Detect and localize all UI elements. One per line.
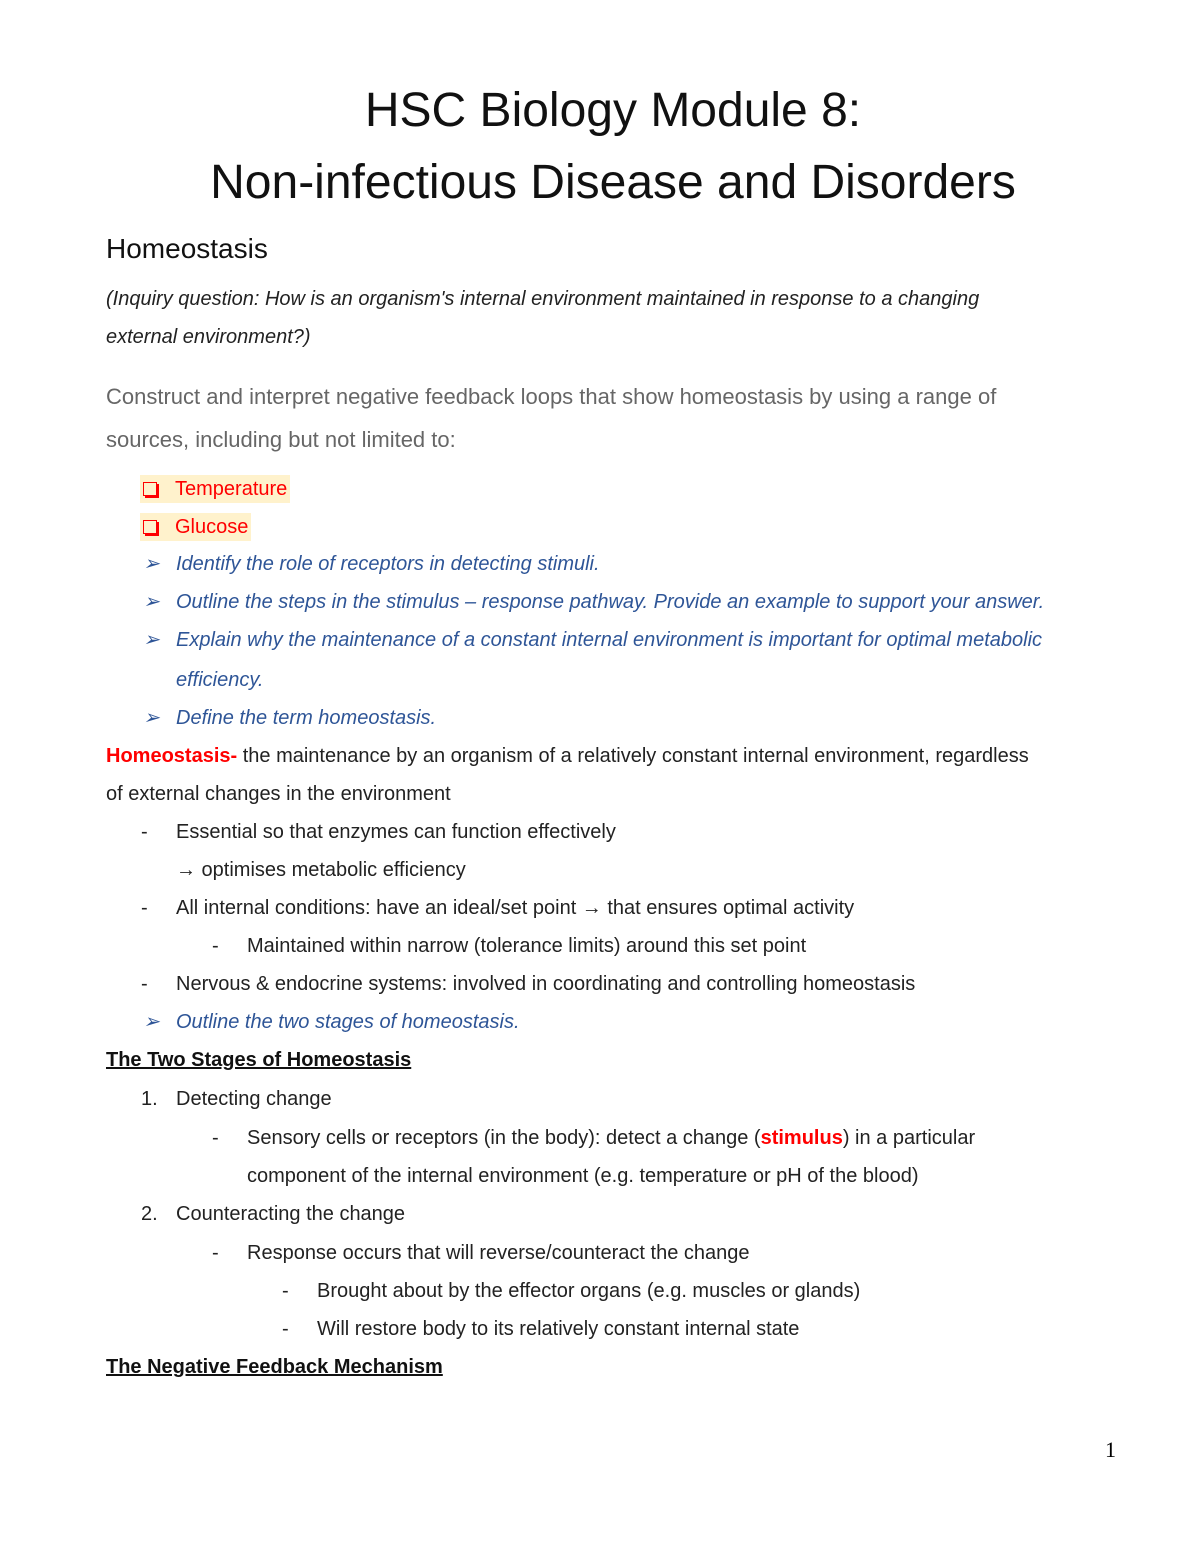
text: Sensory cells or receptors (in the body): detect a change ( <box>247 1127 761 1149</box>
checkbox-icon <box>143 482 157 496</box>
page-number: 1 <box>1105 1437 1116 1462</box>
list-number: 1. <box>141 1088 158 1110</box>
dash-bullet: - <box>212 1127 219 1149</box>
definition-term: Homeostasis- <box>106 745 238 767</box>
note-metabolic: → optimises metabolic efficiency <box>176 859 466 881</box>
syllabus-point: Construct and interpret negative feedback loops that show homeostasis by using a range of <box>106 384 997 409</box>
inquiry-question-cont: external environment?) <box>106 326 311 348</box>
dash-bullet: - <box>212 1242 219 1264</box>
question-stimulus-response: Outline the steps in the stimulus – response pathway. Provide an example to support your answer. <box>176 591 1045 613</box>
dash-bullet: - <box>141 897 148 919</box>
question-internal-environment-cont: efficiency. <box>176 669 264 691</box>
note-enzymes: Essential so that enzymes can function effectively <box>176 821 616 843</box>
dash-bullet: - <box>141 973 148 995</box>
stage-detecting-detail <box>247 1126 975 1150</box>
checklist-label: Temperature <box>175 478 288 500</box>
checkbox-icon <box>143 520 157 534</box>
list-number: 2. <box>141 1203 158 1225</box>
question-internal-environment: Explain why the maintenance of a constant internal environment is important for optimal metabolic <box>176 629 1043 651</box>
stage-effectors: Brought about by the effector organs (e.g. muscles or glands) <box>317 1280 861 1302</box>
checklist-item-glucose <box>140 513 251 541</box>
title-line-2: Non-infectious Disease and Disorders <box>210 156 1016 209</box>
stage-detecting: Detecting change <box>176 1088 332 1110</box>
arrow-bullet-icon: ➢ <box>143 707 160 729</box>
syllabus-point-cont: sources, including but not limited to: <box>106 427 456 452</box>
arrow-bullet-icon: ➢ <box>143 553 160 575</box>
section-heading: Homeostasis <box>106 233 268 264</box>
inquiry-question: (Inquiry question: How is an organism's internal environment maintained in response to a changing <box>106 288 980 310</box>
text: ) in a particular <box>842 1127 976 1149</box>
arrow-bullet-icon: ➢ <box>143 1011 160 1033</box>
question-define-homeostasis: Define the term homeostasis. <box>176 707 437 729</box>
definition-text: the maintenance by an organism of a relatively constant internal environment, regardless <box>237 745 1029 767</box>
checklist-item-temperature <box>140 475 290 503</box>
dash-bullet: - <box>282 1280 289 1302</box>
definition-cont: of external changes in the environment <box>106 783 451 805</box>
question-two-stages: Outline the two stages of homeostasis. <box>176 1011 520 1033</box>
dash-bullet: - <box>282 1318 289 1340</box>
arrow-bullet-icon: ➢ <box>143 629 160 651</box>
definition <box>106 744 1029 768</box>
stage-counteracting: Counteracting the change <box>176 1203 406 1225</box>
stage-detecting-detail-cont: component of the internal environment (e.g. temperature or pH of the blood) <box>247 1165 919 1187</box>
two-stages-heading: The Two Stages of Homeostasis <box>106 1049 412 1071</box>
stage-response: Response occurs that will reverse/counteract the change <box>247 1242 750 1264</box>
stage-restore: Will restore body to its relatively constant internal state <box>317 1318 800 1340</box>
note-set-point: All internal conditions: have an ideal/set point → that ensures optimal activity <box>176 897 855 919</box>
question-receptors: Identify the role of receptors in detecting stimuli. <box>176 553 600 575</box>
title-line-1: HSC Biology Module 8: <box>364 84 862 137</box>
note-nervous-endocrine: Nervous & endocrine systems: involved in coordinating and controlling homeostasis <box>176 973 916 995</box>
note-tolerance: Maintained within narrow (tolerance limits) around this set point <box>247 935 807 957</box>
checklist-label: Glucose <box>175 516 249 538</box>
dash-bullet: - <box>141 821 148 843</box>
dash-bullet: - <box>212 935 219 957</box>
stimulus-term: stimulus <box>760 1127 843 1149</box>
negative-feedback-heading: The Negative Feedback Mechanism <box>106 1356 443 1378</box>
arrow-bullet-icon: ➢ <box>143 591 160 613</box>
